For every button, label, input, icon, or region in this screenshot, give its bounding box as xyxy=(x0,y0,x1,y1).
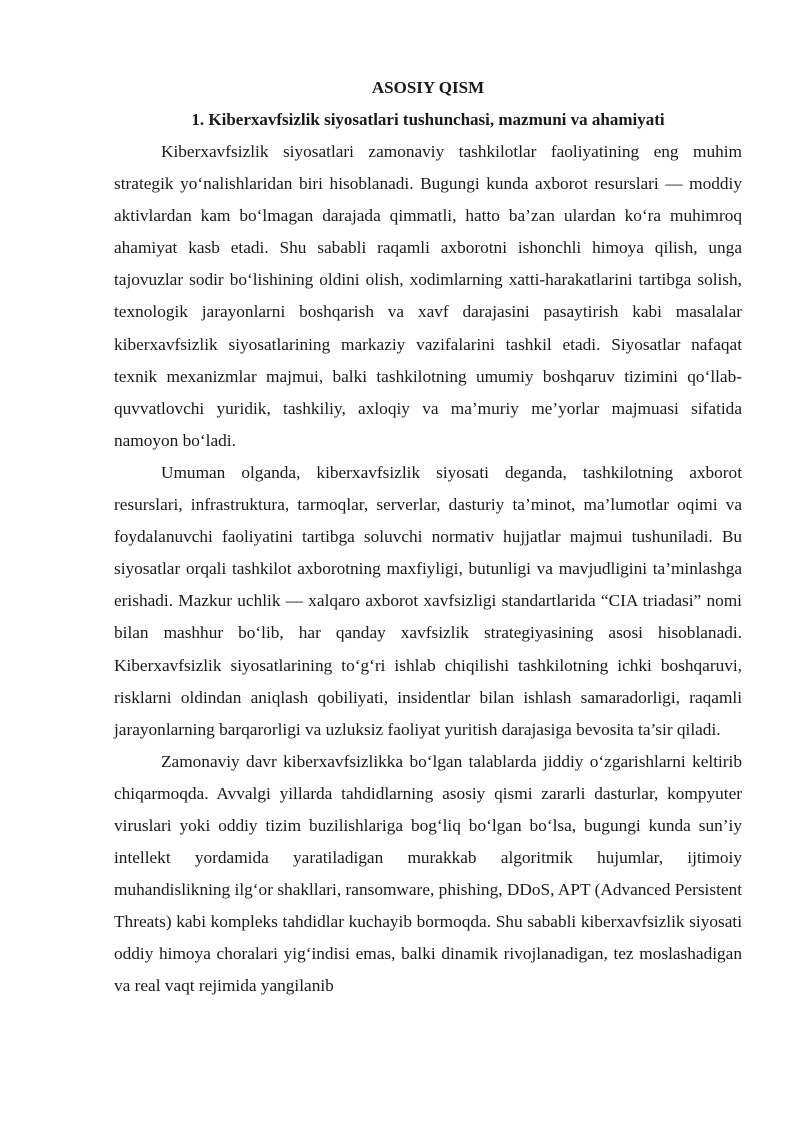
section-heading: 1. Kiberxavfsizlik siyosatlari tushunchasi, mazmuni va ahamiyati xyxy=(191,110,665,129)
paragraph-3: Zamonaviy davr kiberxavfsizlikka bo‘lgan talablarda jiddiy o‘zgarishlarni keltirib chiqarmoqda. Avvalgi yillarda tahdidlarning asosiy qismi zararli dasturlar, kompyuter viruslari yoki oddiy tizim buzilishlariga bog‘liq bo‘lgan bo‘lsa, bugungi kunda sun’iy intellekt yordamida yaratiladigan murakkab algoritmik hujumlar, ijtimoiy muhandislikning ilg‘or shakllari, ransomware, phishing, DDoS, APT (Advanced Persistent Threats) kabi kompleks tahdidlar kuchayib bormoqda. Shu sababli kiberxavfsizlik siyosati oddiy himoya choralari yig‘indisi emas, balki dinamik rivojlanadigan, tez moslashadigan va real vaqt rejimida yangilanib xyxy=(114,751,742,996)
paragraph-2: Umuman olganda, kiberxavfsizlik siyosati deganda, tashkilotning axborot resurslari, infrastruktura, tarmoqlar, serverlar, dasturiy ta’minot, ma’lumotlar oqimi va foydalanuvchi faoliyatini tartibga soluvchi normativ hujjatlar majmui tushuniladi. Bu siyosatlar orqali tashkilot axborotning maxfiyligi, butunligi va mavjudligini ta’minlashga erishadi. Mazkur uchlik — xalqaro axborot xavfsizligi standartlarida “CIA triadasi” nomi bilan mashhur bo‘lib, har qanday xavfsizlik strategiyasining asosi hisoblanadi. Kiberxavfsizlik siyosatlarining to‘g‘ri ishlab chiqilishi tashkilotning ichki boshqaruvi, risklarni oldindan aniqlash qobiliyati, insidentlar bilan ishlash samaradorligi, raqamli jarayonlarning barqarorligi va uzluksiz faoliyat yuritish darajasiga bevosita ta’sir qiladi. xyxy=(114,462,742,739)
paragraph-1: Kiberxavfsizlik siyosatlari zamonaviy tashkilotlar faoliyatining eng muhim strategik yo‘nalishlaridan biri hisoblanadi. Bugungi kunda axborot resurslari — moddiy aktivlardan kam bo‘lmagan darajada qimmatli, hatto ba’zan ulardan ko‘ra muhimroq ahamiyat kasb etadi. Shu sababli raqamli axborotni ishonchli himoya qilish, unga tajovuzlar sodir bo‘lishining oldini olish, xodimlarning xatti-harakatlarini tartibga solish, texnologik jarayonlarni boshqarish va xavf darajasini pasaytirish kabi masalalar kiberxavfsizlik siyosatlarining markaziy vazifalarini tashkil etadi. Siyosatlar nafaqat texnik mexanizmlar majmui, balki tashkilotning umumiy boshqaruv tizimini qo‘llab-quvvatlovchi yuridik, tashkiliy, axloqiy va ma’muriy me’yorlar majmuasi sifatida namoyon bo‘ladi. xyxy=(114,142,742,450)
page-title: ASOSIY QISM xyxy=(371,78,485,97)
